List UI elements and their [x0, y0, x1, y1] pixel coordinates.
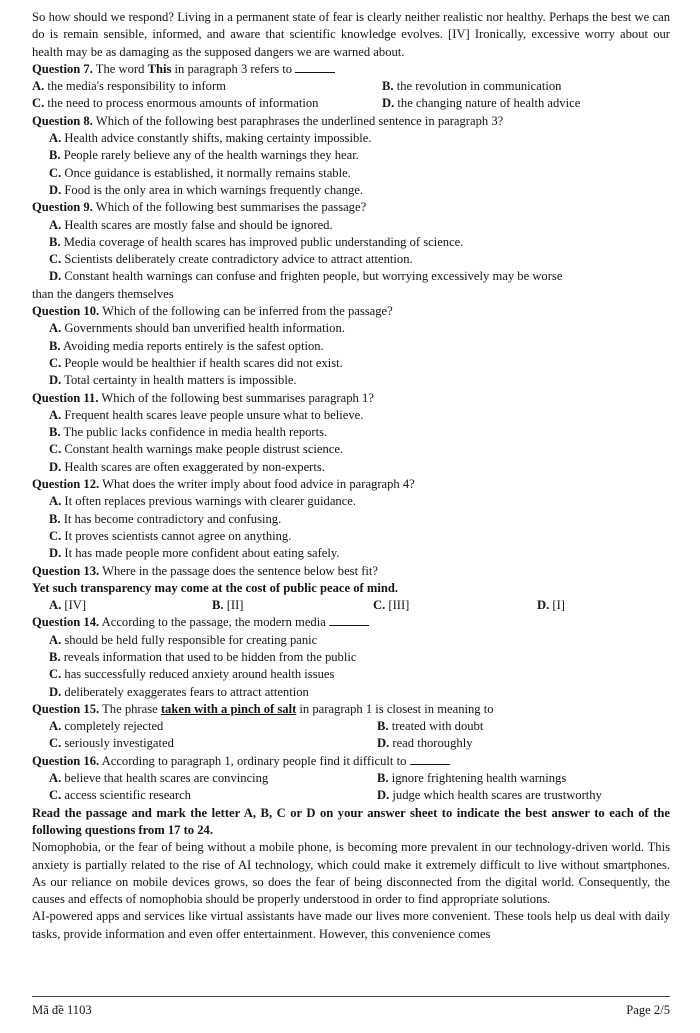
passage-paragraph: Nomophobia, or the fear of being without a mobile phone, is becoming more prevalent in our technology-driven world. This anxiety is partially related to the rise of AI technology, which could make it extremely difficult to live without smartphones. As our reliance on mobile devices grows, so does the fear of being disconnected from the digital world. Consequently, the causes and effects of nomophobia should be properly understood in order to find appropriate solutions. — [32, 840, 670, 907]
options-row — [32, 718, 670, 735]
option-d-continuation: than the dangers themselves — [32, 286, 174, 301]
option-b[interactable]: B. treated with doubt — [377, 719, 484, 734]
options-row — [32, 78, 670, 95]
exam-code: Mã đề 1103 — [32, 1003, 92, 1017]
option-b[interactable]: B. The public lacks confidence in media health reports. — [49, 425, 328, 440]
option-d[interactable]: D. judge which health scares are trustworthy — [377, 788, 602, 803]
question-11 — [32, 390, 670, 476]
question-7-stem: Question 7. The word This in paragraph 3 refers to — [32, 61, 670, 78]
question-14 — [32, 614, 670, 700]
option-a[interactable]: A. the media's responsibility to inform — [32, 79, 226, 94]
option-c[interactable]: C. Constant health warnings make people distrust science. — [49, 442, 344, 457]
option-c[interactable]: C. People would be healthier if health scares did not exist. — [49, 355, 343, 370]
passage-paragraph: So how should we respond? Living in a permanent state of fear is clearly neither realistic nor healthy. Perhaps the best we can do is remain sensible, informed, and aware that scientific knowledge evolves. [IV] Ironically, excessive worry about our health may be as damaging as the supposed dangers we are warned about. — [32, 10, 670, 59]
option-b[interactable]: B. [II] — [212, 598, 244, 613]
question-12-label: Question 12. — [32, 477, 100, 492]
question-10 — [32, 303, 670, 389]
option-b[interactable]: B. the revolution in communication — [382, 79, 562, 94]
option-c[interactable]: C. Once guidance is established, it normally remains stable. — [49, 165, 351, 180]
question-7 — [32, 61, 670, 113]
option-c[interactable]: C. has successfully reduced anxiety around health issues — [49, 667, 335, 682]
question-7-keyword: This — [147, 61, 172, 76]
option-c[interactable]: C. seriously investigated — [49, 736, 174, 751]
question-15 — [32, 701, 670, 753]
options-row — [32, 787, 670, 804]
question-8 — [32, 113, 670, 199]
question-15-label: Question 15. — [32, 701, 100, 716]
option-a[interactable]: A. It often replaces previous warnings with clearer guidance. — [49, 494, 357, 509]
option-d[interactable]: D. Total certainty in health matters is impossible. — [49, 373, 297, 388]
option-a[interactable]: A. Health advice constantly shifts, making certainty impossible. — [49, 131, 372, 146]
option-a[interactable]: A. completely rejected — [49, 719, 164, 734]
question-15-phrase: taken with a pinch of salt — [160, 701, 297, 716]
question-8-label: Question 8. — [32, 113, 93, 128]
question-14-label: Question 14. — [32, 615, 100, 630]
options-row — [32, 735, 670, 752]
option-c[interactable]: C. access scientific research — [49, 788, 191, 803]
option-d[interactable]: D. the changing nature of health advice — [382, 96, 581, 111]
option-c[interactable]: C. the need to process enormous amounts of information — [32, 96, 319, 111]
question-15-stem: Question 15. The phrase taken with a pinch of salt in paragraph 1 is closest in meaning to — [32, 701, 494, 716]
option-b[interactable]: B. ignore frightening health warnings — [377, 771, 567, 786]
option-b[interactable]: B. reveals information that used to be hidden from the public — [49, 649, 357, 664]
question-9 — [32, 199, 670, 303]
question-12-stem: Question 12. What does the writer imply about food advice in paragraph 4? — [32, 477, 415, 492]
question-14-stem: Question 14. According to the passage, the modern media — [32, 614, 670, 631]
option-a[interactable]: A. Governments should ban unverified health information. — [49, 321, 345, 336]
question-9-label: Question 9. — [32, 200, 93, 215]
option-c[interactable]: C. It proves scientists cannot agree on anything. — [49, 528, 292, 543]
option-b[interactable]: B. Media coverage of health scares has improved public understanding of science. — [49, 234, 464, 249]
option-c[interactable]: C. [III] — [373, 598, 410, 613]
question-7-label: Question 7. — [32, 61, 93, 76]
question-13 — [32, 563, 670, 615]
options-row — [32, 597, 670, 614]
passage-paragraph: AI-powered apps and services like virtual assistants have made our lives more convenient. These tools help us deal with daily tasks, provide information and even offer entertainment. However, this convenience comes — [32, 909, 670, 941]
question-9-stem: Question 9. Which of the following best summarises the passage? — [32, 200, 367, 215]
option-d[interactable]: D. deliberately exaggerates fears to attract attention — [49, 684, 309, 699]
question-12 — [32, 476, 670, 562]
option-c[interactable]: C. Scientists deliberately create contradictory advice to attract attention. — [49, 252, 413, 267]
option-a[interactable]: A. should be held fully responsible for creating panic — [49, 632, 318, 647]
question-16-label: Question 16. — [32, 753, 100, 768]
option-d[interactable]: D. Health scares are often exaggerated by non-experts. — [49, 459, 325, 474]
option-b[interactable]: B. People rarely believe any of the health warnings they hear. — [49, 148, 359, 163]
question-10-stem: Question 10. Which of the following can be inferred from the passage? — [32, 304, 393, 319]
option-d[interactable]: D. read thoroughly — [377, 736, 473, 751]
question-10-label: Question 10. — [32, 304, 100, 319]
option-a[interactable]: A. [IV] — [49, 598, 87, 613]
page-number: Page 2/5 — [626, 1003, 670, 1017]
option-d[interactable]: D. [I] — [537, 598, 565, 613]
question-16 — [32, 753, 670, 805]
question-13-sentence: Yet such transparency may come at the cost of public peace of mind. — [32, 580, 398, 595]
answer-blank — [295, 61, 335, 73]
answer-blank — [410, 753, 450, 765]
question-13-stem: Question 13. Where in the passage does the sentence below best fit? — [32, 563, 379, 578]
option-d[interactable]: D. It has made people more confident about eating safely. — [49, 546, 340, 561]
option-a[interactable]: A. Frequent health scares leave people unsure what to believe. — [49, 407, 364, 422]
page-footer — [32, 996, 670, 1019]
question-8-stem: Question 8. Which of the following best paraphrases the underlined sentence in paragraph 3? — [32, 113, 504, 128]
question-13-label: Question 13. — [32, 563, 100, 578]
options-row — [32, 770, 670, 787]
option-d[interactable]: D. Constant health warnings can confuse and frighten people, but worrying excessively may be worse — [49, 269, 563, 284]
section-instruction: Read the passage and mark the letter A, B, C or D on your answer sheet to indicate the best answer to each of the following questions from 17 to 24. — [32, 805, 670, 837]
option-d[interactable]: D. Food is the only area in which warnings frequently change. — [49, 182, 364, 197]
option-b[interactable]: B. Avoiding media reports entirely is the safest option. — [49, 338, 324, 353]
option-a[interactable]: A. Health scares are mostly false and should be ignored. — [49, 217, 333, 232]
question-11-stem: Question 11. Which of the following best summarises paragraph 1? — [32, 390, 374, 405]
question-16-stem: Question 16. According to paragraph 1, ordinary people find it difficult to — [32, 753, 670, 770]
question-11-label: Question 11. — [32, 390, 99, 405]
option-a[interactable]: A. believe that health scares are convincing — [49, 771, 269, 786]
option-b[interactable]: B. It has become contradictory and confusing. — [49, 511, 282, 526]
answer-blank — [329, 614, 369, 626]
options-row — [32, 95, 670, 112]
